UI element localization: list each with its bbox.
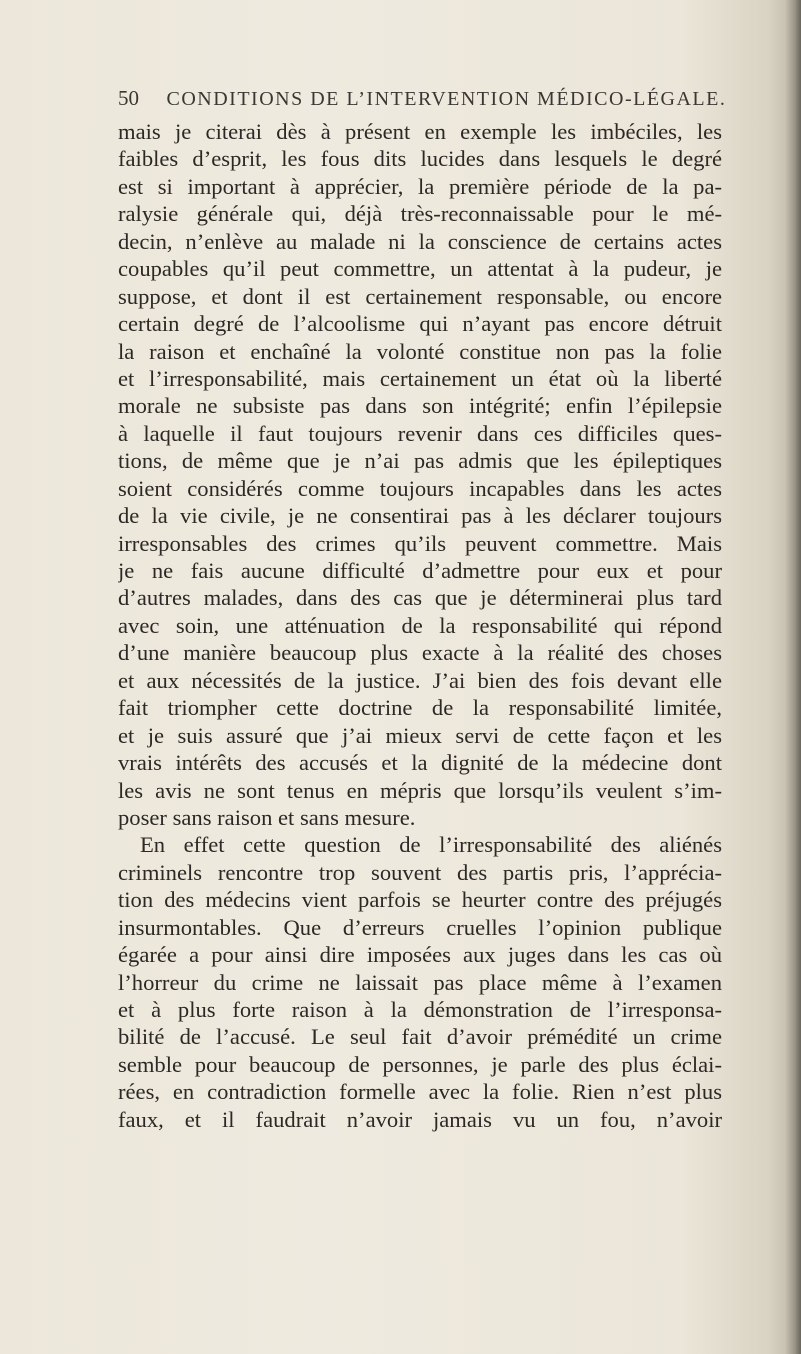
text-line: poser sans raison et sans mesure. <box>118 804 416 830</box>
text-line: faux, et il faudrait n’avoir jamais vu un fou, n’avoir <box>118 1106 722 1132</box>
page-edge-shadow <box>785 0 801 1354</box>
text-line: fait triompher cette doctrine de la responsabilité limitée, <box>118 695 722 721</box>
text-line: et je suis assuré que j’ai mieux servi de cette façon et les <box>118 722 722 748</box>
page-number: 50 <box>118 86 139 110</box>
text-line: et aux nécessités de la justice. J’ai bien des fois devant elle <box>118 667 722 693</box>
text-line: à laquelle il faut toujours revenir dans ces difficiles ques- <box>118 420 722 446</box>
text-line: vrais intérêts des accusés et la dignité de la médecine dont <box>118 750 722 776</box>
text-line: ralysie générale qui, déjà très-reconnaissable pour le mé- <box>118 201 722 227</box>
text-line: tion des médecins vient parfois se heurter contre des préjugés <box>118 887 722 913</box>
text-line: et à plus forte raison à la démonstration de l’irresponsa- <box>118 997 722 1022</box>
text-line: coupables qu’il peut commettre, un attentat à la pudeur, je <box>118 256 722 282</box>
text-line: tions, de même que je n’ai pas admis que les épileptiques <box>118 448 722 474</box>
text-line: certain degré de l’alcoolisme qui n’ayant pas encore détruit <box>118 311 722 337</box>
text-line: morale ne subsiste pas dans son intégrité; enfin l’épilepsie <box>118 393 722 419</box>
text-line: semble pour beaucoup de personnes, je parle des plus éclai- <box>118 1051 722 1077</box>
text-line: soient considérés comme toujours incapables dans les actes <box>118 475 722 501</box>
running-header <box>118 86 727 116</box>
text-line: insurmontables. Que d’erreurs cruelles l’opinion publique <box>118 914 722 940</box>
text-line: suppose, et dont il est certainement responsable, ou encore <box>118 283 722 309</box>
text-line: l’horreur du crime ne laissait pas place même à l’examen <box>118 969 722 995</box>
header-title: CONDITIONS DE L’INTERVENTION MÉDICO-LÉGALE. <box>166 88 727 110</box>
text-line: je ne fais aucune difficulté d’admettre pour eux et pour <box>118 558 722 583</box>
text-line: criminels rencontre trop souvent des partis pris, l’apprécia- <box>118 859 722 885</box>
text-line: les avis ne sont tenus en mépris que lorsqu’ils veulent s’im- <box>118 777 722 803</box>
text-line: et l’irresponsabilité, mais certainement un état où la liberté <box>118 365 722 391</box>
body-text <box>118 118 722 1133</box>
text-line: bilité de l’accusé. Le seul fait d’avoir prémédité un crime <box>118 1024 722 1050</box>
text-line: En effet cette question de l’irresponsabilité des aliénés <box>140 832 722 858</box>
text-line: rées, en contradiction formelle avec la folie. Rien n’est plus <box>118 1079 722 1105</box>
text-line: égarée a pour ainsi dire imposées aux juges dans les cas où <box>118 942 722 968</box>
text-line: d’une manière beaucoup plus exacte à la réalité des choses <box>118 640 722 666</box>
text-line: avec soin, une atténuation de la responsabilité qui répond <box>118 612 722 638</box>
text-line: faibles d’esprit, les fous dits lucides dans lesquels le degré <box>118 146 722 172</box>
text-line: de la vie civile, je ne consentirai pas à les déclarer toujours <box>118 503 722 529</box>
text-line: d’autres malades, dans des cas que je déterminerai plus tard <box>118 585 722 611</box>
text-line: mais je citerai dès à présent en exemple les imbéciles, les <box>118 119 722 144</box>
text-line: decin, n’enlève au malade ni la conscience de certains actes <box>118 228 722 254</box>
text-line: la raison et enchaîné la volonté constitue non pas la folie <box>118 338 722 364</box>
text-line: est si important à apprécier, la première période de la pa- <box>118 173 722 199</box>
text-line: irresponsables des crimes qu’ils peuvent commettre. Mais <box>118 530 722 556</box>
